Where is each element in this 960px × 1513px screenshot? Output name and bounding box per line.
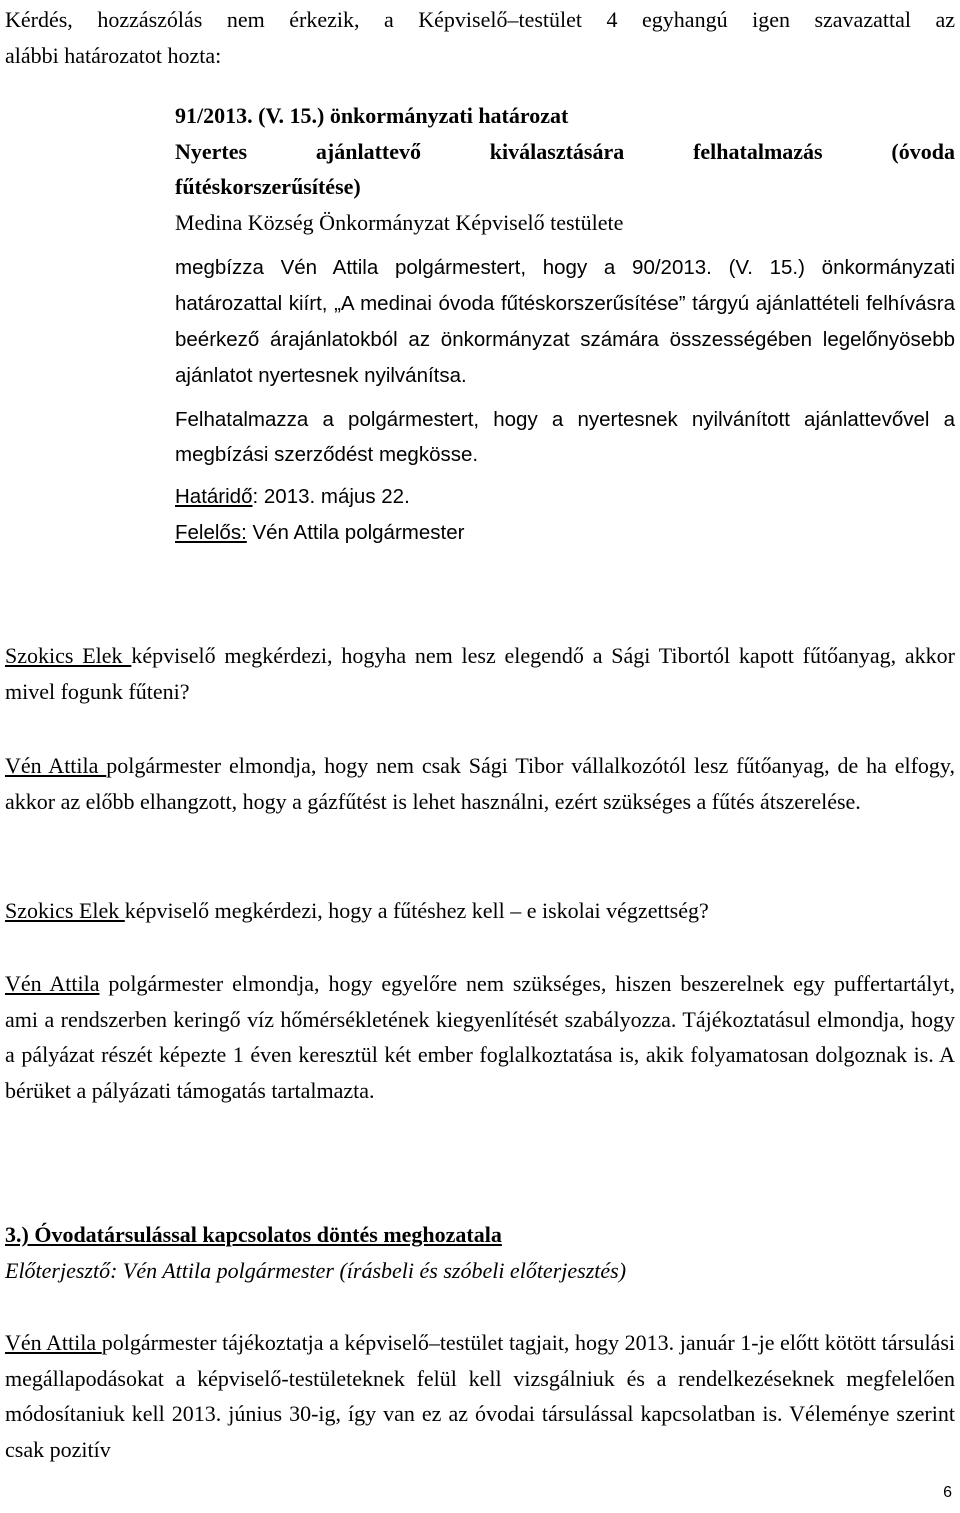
intro-line-1: Kérdés, hozzászólás nem érkezik, a Képviselő–testület 4 egyhangú igen szavazattal az xyxy=(5,7,955,32)
resolution-subject-line-1: Nyertes ajánlattevő kiválasztására felhatalmazás (óvoda xyxy=(175,138,955,164)
responsible-label: Felelős: xyxy=(175,521,247,545)
page-number: 6 xyxy=(943,1484,952,1501)
resolution-block xyxy=(175,98,955,241)
responsible-value: Vén Attila polgármester xyxy=(246,521,465,545)
resolution-deadline xyxy=(175,479,955,515)
section-3-paragraph xyxy=(5,1325,955,1468)
resolution-paragraph-2: Felhatalmazza a polgármestert, hogy a nyertesnek nyilvánított ajánlattevővel a megbízási szerződést megkösse. xyxy=(175,407,955,467)
resolution-paragraph-1: megbízza Vén Attila polgármestert, hogy a 90/2013. (V. 15.) önkormányzati határozattal kiírt, „A medinai óvoda fűtéskorszerűsítése” tárgyú ajánlattételi felhívásra beérkező árajánlatokból az önkormányzat számára összességében legelőnyösebb ajánlatot nyertesnek nyilvánítsa. xyxy=(175,256,955,387)
deadline-value: : 2013. május 22. xyxy=(252,485,410,509)
speaker-text: képviselő megkérdezi, hogy a fűtéshez kell – e iskolai végzettség? xyxy=(124,898,709,923)
speaker-text: polgármester tájékoztatja a képviselő–testület tagjait, hogy 2013. január 1-je előtt kötött társulási megállapodásokat a képviselő-testületeknek felül kell vizsgálniuk és a rendelkezéseknek megfelelően módosítaniuk kell 2013. június 30-ig, így van ez az óvodai társulással kapcsolatban is. Véleménye szerint csak pozitív xyxy=(5,1330,955,1462)
speaker-name: Vén Attila xyxy=(5,1330,102,1355)
speaker-name: Szokics Elek xyxy=(5,643,132,668)
resolution-subject-line-2: fűtéskorszerűsítése) xyxy=(175,174,361,200)
deadline-label: Határidő xyxy=(175,485,253,509)
discussion-item-4 xyxy=(5,966,955,1109)
discussion-item-3 xyxy=(5,893,955,929)
speaker-name: Vén Attila xyxy=(5,753,107,778)
speaker-text: képviselő megkérdezi, hogyha nem lesz elegendő a Sági Tibortól kapott fűtőanyag, akkor mivel fogunk fűteni? xyxy=(5,643,955,704)
speaker-text: polgármester elmondja, hogy egyelőre nem szükséges, hiszen beszerelnek egy puffertartályt, ami a rendszerben keringő víz hőmérsékletének kiegyenlítését szabályozza. Tájékoztatásul elmondja, hogy a pályázat részét képezte 1 éven keresztül két ember foglalkoztatása is, akik folyamatosan dolgoznak is. A bérüket a pályázati támogatás tartalmazta. xyxy=(5,971,955,1103)
resolution-text xyxy=(175,250,955,551)
discussion-item-2 xyxy=(5,748,955,819)
intro-paragraph xyxy=(5,2,955,73)
speaker-text: polgármester elmondja, hogy nem csak Sági Tibor vállalkozótól lesz fűtőanyag, de ha elfogy, akkor az előbb elhangzott, hogy a gázfűtést is lehet használni, ezért szükséges a fűtés átszerelése. xyxy=(5,753,956,814)
intro-line-2: alábbi határozatot hozta: xyxy=(5,42,222,68)
section-3 xyxy=(5,1217,955,1288)
resolution-body-name: Medina Község Önkormányzat Képviselő testülete xyxy=(175,209,624,235)
section-presenter: Előterjesztő: Vén Attila polgármester (írásbeli és szóbeli előterjesztés) xyxy=(5,1257,627,1283)
speaker-name: Vén Attila xyxy=(5,971,100,996)
section-heading: 3.) Óvodatársulással kapcsolatos döntés meghozatala xyxy=(5,1222,502,1247)
speaker-name: Szokics Elek xyxy=(5,898,125,923)
discussion-item-1 xyxy=(5,638,955,709)
resolution-responsible xyxy=(175,515,955,551)
resolution-number: 91/2013. (V. 15.) önkormányzati határozat xyxy=(175,103,569,128)
